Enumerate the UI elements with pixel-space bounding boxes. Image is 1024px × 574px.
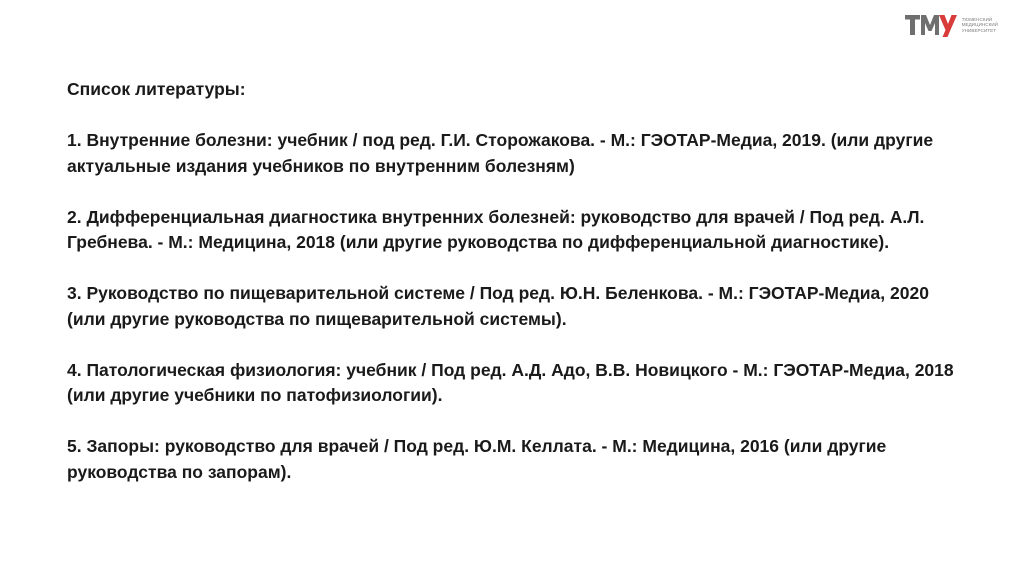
logo-line-3: УНИВЕРСИТЕТ (961, 27, 997, 33)
reference-item-4: 4. Патологическая физиология: учебник / Под ред. А.Д. Адо, В.В. Новицкого - М.: ГЭОТАР-Медиа, 2018 (или другие учебники по патофизиологии). (67, 359, 954, 405)
reference-item-3: 3. Руководство по пищеварительной системе / Под ред. Ю.Н. Беленкова. - М.: ГЭОТАР-Медиа, 2020 (или другие руководства по пищеварительной системы). (67, 283, 929, 329)
reference-list (67, 128, 967, 485)
reference-item-5: 5. Запоры: руководство для врачей / Под ред. Ю.М. Келлата. - М.: Медицина, 2016 (или другие руководства по запорам). (67, 436, 887, 482)
content (67, 77, 967, 485)
university-logo (905, 12, 998, 38)
logo-line-1: ТЮМЕНСКИЙ (961, 17, 993, 23)
reference-item-2: 2. Дифференциальная диагностика внутренних болезней: руководство для врачей / Под ред. А.Л. Гребнева. - М.: Медицина, 2018 (или другие руководства по дифференциальной диагностике). (67, 206, 925, 252)
logo-caption (962, 17, 998, 33)
tmu-logo-icon (905, 12, 957, 38)
logo-line-2: МЕДИЦИНСКИЙ (961, 22, 998, 28)
page-title: Список литературы: (67, 79, 246, 99)
reference-item-1: 1. Внутренние болезни: учебник / под ред. Г.И. Сторожакова. - М.: ГЭОТАР-Медиа, 2019. (или другие актуальные издания учебников по внутренним болезням) (67, 130, 934, 176)
